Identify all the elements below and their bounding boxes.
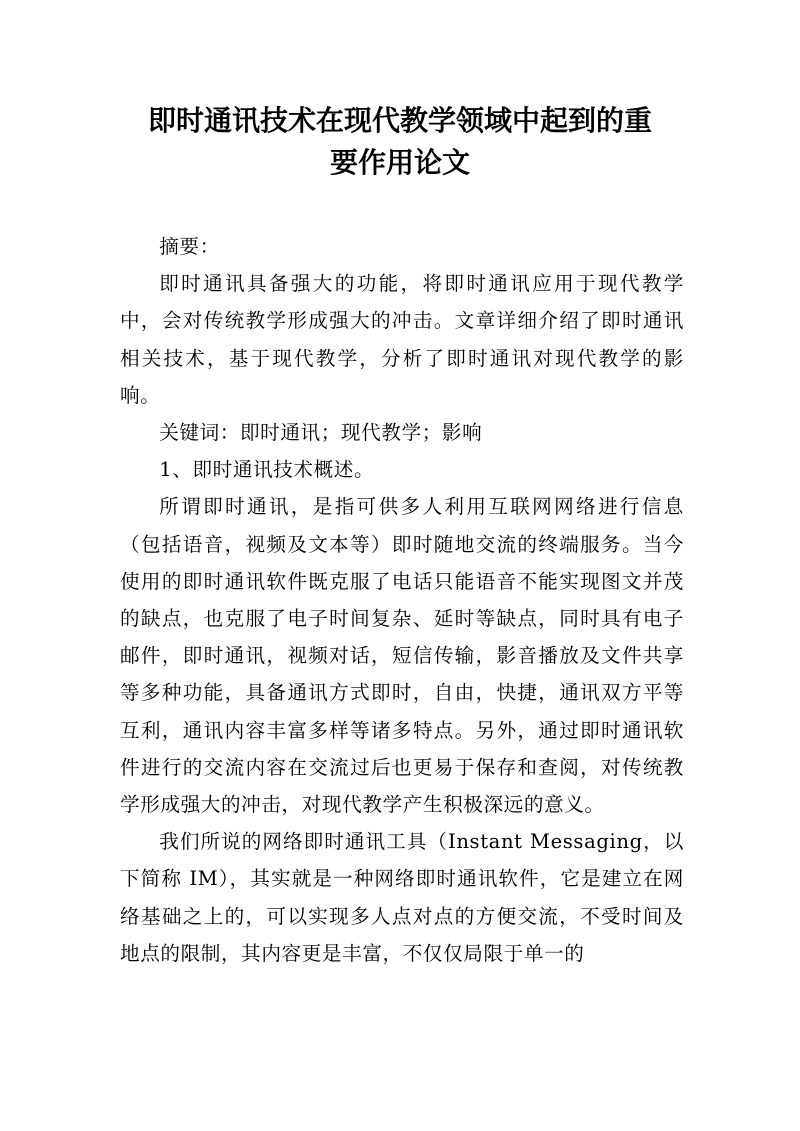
document-body [120, 228, 684, 972]
document-title [110, 100, 690, 184]
title-line-2: 要作用论文 [329, 146, 470, 179]
body-paragraph: 所谓即时通讯，是指可供多人利用互联网网络进行信息（包括语音，视频及文本等）即时随地交流的终端服务。当今使用的即时通讯软件既克服了电话只能语音不能实现图文并茂的缺点，也克服了电子时间复杂、延时等缺点，同时具有电子邮件，即时通讯，视频对话，短信传输，影音播放及文件共享等多种功能，具备通讯方式即时，自由，快捷，通讯双方平等互利，通讯内容丰富多样等诸多特点。另外，通过即时通讯软件进行的交流内容在交流过后也更易于保存和查阅，对传统教学形成强大的冲击，对现代教学产生积极深远的意义。 [120, 495, 684, 817]
section-heading-1: 1、即时通讯技术概述。 [159, 458, 375, 482]
keywords-paragraph: 关键词：即时通讯；现代教学；影响 [159, 421, 483, 445]
abstract-paragraph: 即时通讯具备强大的功能，将即时通讯应用于现代教学中，会对传统教学形成强大的冲击。文章详细介绍了即时通讯相关技术，基于现代教学，分析了即时通讯对现代教学的影响。 [120, 272, 684, 407]
body-paragraph: 我们所说的网络即时通讯工具（Instant Messaging，以下简称 IM），其实就是一种网络即时通讯软件，它是建立在网络基础之上的，可以实现多人点对点的方便交流，不受时间及地点的限制，其内容更是丰富，不仅仅局限于单一的 [120, 830, 684, 965]
title-line-1: 即时通讯技术在现代教学领域中起到的重 [147, 104, 652, 137]
abstract-heading: 摘要： [159, 235, 220, 258]
